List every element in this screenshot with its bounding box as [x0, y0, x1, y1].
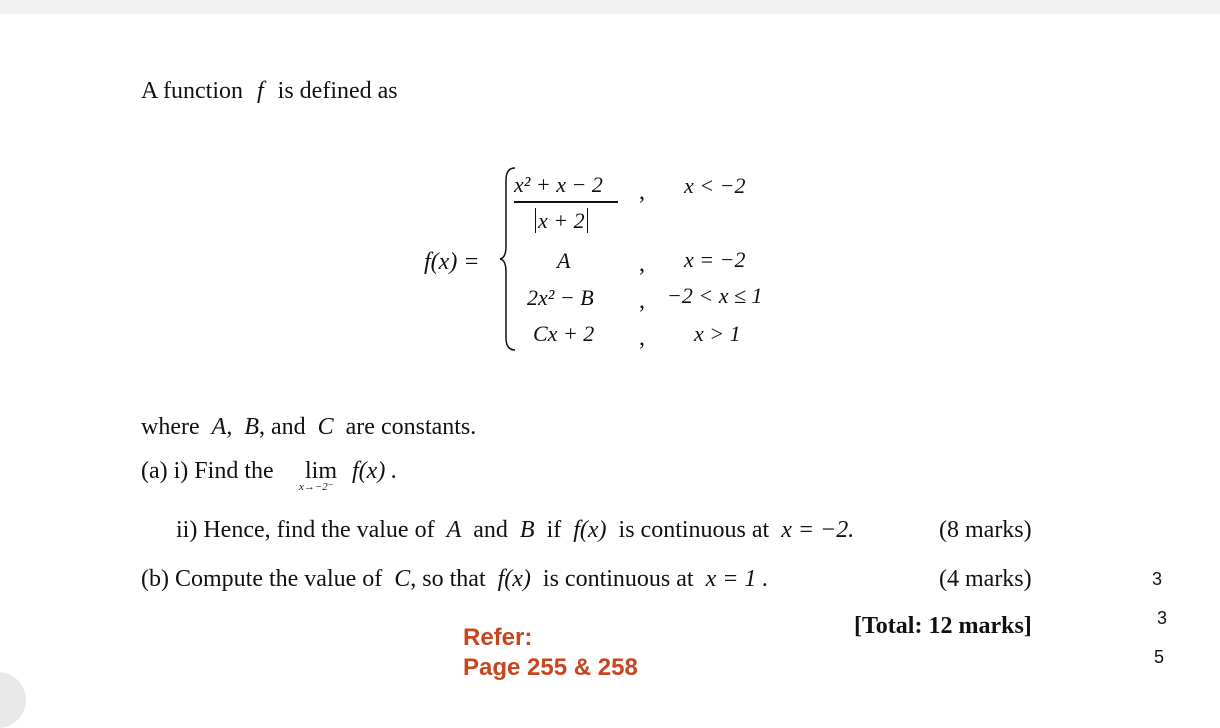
case2-condition: x = −2: [684, 247, 746, 272]
case4-separator: ,: [639, 325, 645, 351]
intro-f: f: [257, 78, 264, 104]
part-a-ii-a: A: [446, 517, 462, 543]
part-a-expression: f(x) .: [352, 458, 398, 484]
part-b-point: x = 1 .: [705, 566, 769, 592]
part-b-label: (b) Compute the value of: [141, 566, 383, 592]
case2-expression: A: [557, 248, 571, 273]
part-a-i-label: (a) i) Find the: [141, 458, 274, 484]
top-bar: [0, 0, 1220, 14]
where-tail: are constants.: [345, 414, 477, 440]
part-a-ii-fx: f(x): [573, 517, 607, 543]
case3-condition: −2 < x ≤ 1: [667, 283, 763, 308]
part-a-marks: (8 marks): [939, 517, 1032, 543]
intro-suffix: is defined as: [277, 78, 398, 104]
case3-separator: ,: [639, 288, 645, 314]
case3-expression: 2x² − B: [527, 285, 594, 310]
case1-condition: x < −2: [684, 173, 746, 198]
piecewise-lhs: f(x) =: [424, 249, 480, 275]
part-a-ii-line: [176, 518, 854, 542]
part-a-ii-prefix: ii) Hence, find the value of: [176, 517, 435, 543]
part-a-ii-point: x = −2.: [781, 517, 855, 543]
where-comma1: ,: [226, 414, 233, 440]
case4-expression: Cx + 2: [533, 321, 595, 346]
refer-pages: Page 255 & 258: [463, 654, 638, 681]
part-a-ii-b: B: [519, 517, 535, 543]
corner-shape: [0, 672, 26, 728]
where-a: A: [211, 414, 227, 440]
side-number-2: 3: [1157, 608, 1168, 628]
case1-fraction-bar: [514, 201, 618, 203]
part-b-continuous: is continuous at: [542, 566, 694, 592]
total-marks: [Total: 12 marks]: [854, 613, 1032, 639]
part-a-ii-and: and: [473, 517, 508, 543]
case1-numerator: x² + x − 2: [514, 172, 603, 197]
part-a-ii-if: if: [546, 517, 562, 543]
refer-label: Refer:: [463, 624, 533, 651]
case4-condition: x > 1: [694, 321, 741, 346]
case1-separator: ,: [639, 179, 645, 205]
part-b-so-that: , so that: [410, 566, 486, 592]
part-a-ii-continuous: is continuous at: [618, 517, 770, 543]
intro-line: [141, 79, 398, 103]
where-and: , and: [258, 414, 306, 440]
where-c: C: [317, 414, 334, 440]
part-a-lim-subscript: x→−2⁻: [299, 481, 334, 493]
side-number-3: 5: [1154, 647, 1165, 667]
part-b-line: [141, 567, 768, 591]
case1-denominator: [535, 210, 588, 232]
part-b-marks: (4 marks): [939, 566, 1032, 592]
part-b-c: C: [394, 566, 411, 592]
where-word: where: [141, 414, 200, 440]
part-b-fx: f(x): [497, 566, 531, 592]
case1-denominator-text: x + 2: [535, 208, 588, 233]
intro-prefix: A function: [141, 78, 243, 104]
part-a-lim: lim: [305, 458, 338, 484]
where-line: [141, 415, 476, 439]
side-number-1: 3: [1152, 569, 1163, 589]
case2-separator: ,: [639, 251, 645, 277]
where-b: B: [244, 414, 259, 440]
